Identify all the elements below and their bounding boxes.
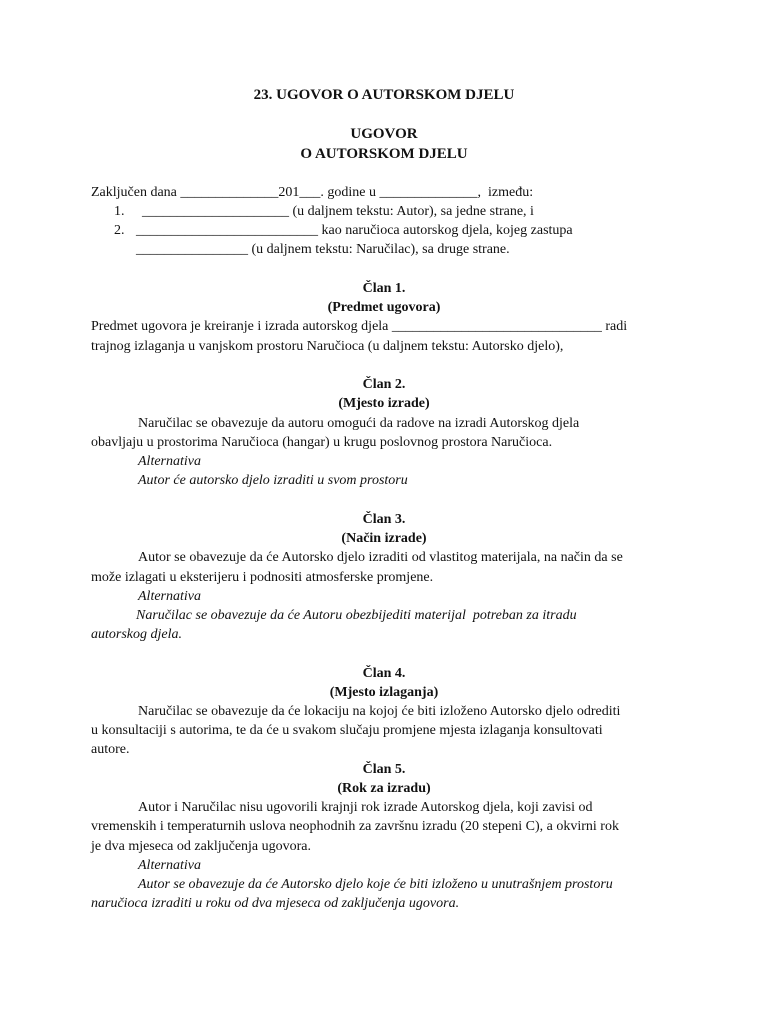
- article-2-line: Naručilac se obavezuje da autoru omogući da radove na izradi Autorskog djela: [138, 416, 580, 431]
- article-2-line: obavljaju u prostorima Naručioca (hangar) u krugu poslovnog prostora Naručioca.: [91, 435, 553, 450]
- contract-heading-line1: UGOVOR: [350, 126, 418, 142]
- article-5-subtitle: (Rok za izradu): [337, 781, 431, 796]
- party-2-text: __________________________ kao naručioca autorskog djela, kojeg zastupa: [136, 223, 573, 238]
- document-title: 23. UGOVOR O AUTORSKOM DJELU: [253, 87, 515, 103]
- article-3-line: može izlagati u eksterijeru i podnositi atmosferske promjene.: [91, 570, 434, 585]
- article-1-subtitle: (Predmet ugovora): [327, 300, 441, 315]
- article-4-title: Član 4.: [362, 666, 406, 681]
- article-2-alternative-label: Alternativa: [138, 454, 201, 469]
- party-1-text: _____________________ (u daljnem tekstu: Autor), sa jedne strane, i: [142, 204, 534, 219]
- article-5-alternative-line: Autor se obavezuje da će Autorsko djelo koje će biti izloženo u unutrašnjem prostoru: [138, 877, 613, 892]
- article-5-alternative-label: Alternativa: [138, 858, 201, 873]
- article-2-alternative-line: Autor će autorsko djelo izraditi u svom prostoru: [138, 473, 408, 488]
- contract-heading-line2: O AUTORSKOM DJELU: [300, 146, 468, 162]
- article-5-line: Autor i Naručilac nisu ugovorili krajnji rok izrade Autorskog djela, koji zavisi od: [138, 800, 593, 815]
- party-2-number: 2.: [114, 223, 125, 238]
- article-3-alternative-label: Alternativa: [138, 589, 201, 604]
- article-5-line: je dva mjeseca od zaključenja ugovora.: [91, 839, 312, 854]
- intro-line: Zaključen dana ______________201___. godine u ______________, između:: [91, 185, 534, 200]
- article-3-alternative-line: Naručilac se obavezuje da će Autoru obezbijediti materijal potreban za itradu: [136, 608, 577, 623]
- article-2-subtitle: (Mjesto izrade): [338, 396, 430, 411]
- article-2-title: Član 2.: [362, 377, 406, 392]
- article-5-title: Član 5.: [362, 762, 406, 777]
- article-4-line: u konsultaciji s autorima, te da će u svakom slučaju promjene mjesta izlaganja konsultovati: [91, 723, 603, 738]
- article-4-line: autore.: [91, 742, 130, 757]
- article-4-line: Naručilac se obavezuje da će lokaciju na kojoj će biti izloženo Autorsko djelo odrediti: [138, 704, 621, 719]
- article-5-alternative-line: naručioca izraditi u roku od dva mjeseca od zaključenja ugovora.: [91, 896, 460, 911]
- party-2-continuation: ________________ (u daljnem tekstu: Naručilac), sa druge strane.: [136, 242, 510, 257]
- article-3-title: Član 3.: [362, 512, 406, 527]
- article-3-line: Autor se obavezuje da će Autorsko djelo izraditi od vlastitog materijala, na način da se: [138, 550, 623, 565]
- article-1-line: Predmet ugovora je kreiranje i izrada autorskog djela ______________________________ radi: [91, 319, 628, 334]
- article-4-subtitle: (Mjesto izlaganja): [329, 685, 439, 700]
- article-1-line: trajnog izlaganja u vanjskom prostoru Naručioca (u daljnem tekstu: Autorsko djelo),: [91, 339, 564, 354]
- article-3-subtitle: (Način izrade): [341, 531, 427, 546]
- party-1-number: 1.: [114, 204, 125, 219]
- article-3-alternative-line: autorskog djela.: [91, 627, 182, 642]
- article-1-title: Član 1.: [362, 281, 406, 296]
- article-5-line: vremenskih i temperaturnih uslova neophodnih za završnu izradu (20 stepeni C), a okvirni rok: [91, 819, 619, 834]
